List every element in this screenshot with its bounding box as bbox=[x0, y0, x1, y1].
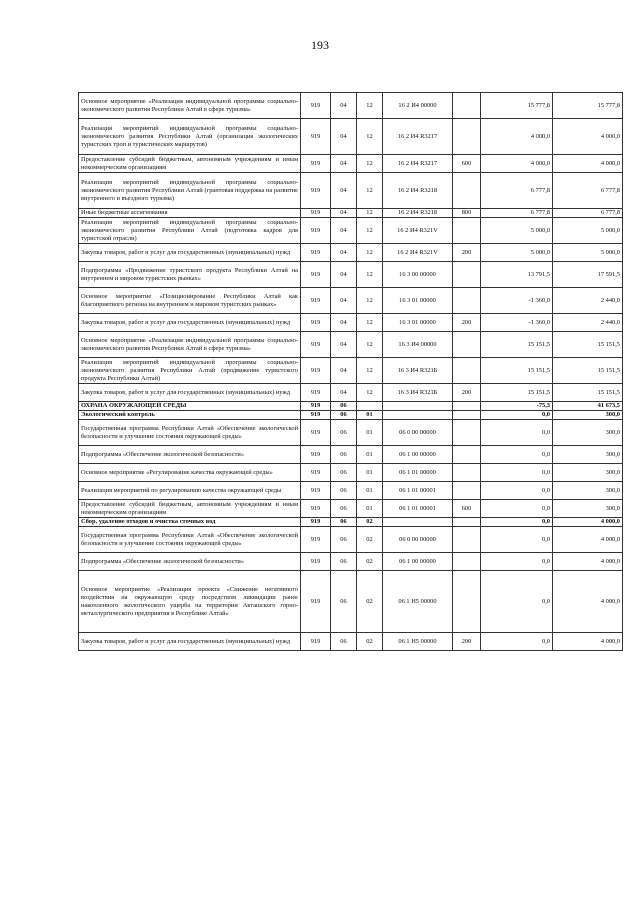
amount-total-cell: 4 000,0 bbox=[553, 571, 623, 633]
ministry-code-cell: 919 bbox=[301, 518, 331, 527]
row-name-cell: Государственная программа Республики Алтай «Обеспечение экологической безопасности и улучшение состояния окружающей среды» bbox=[79, 527, 301, 553]
amount-total-cell: 300,0 bbox=[553, 464, 623, 482]
amount-total-cell: 15 151,5 bbox=[553, 358, 623, 384]
subsection-code-cell bbox=[357, 402, 383, 411]
row-name-cell: Подпрограмма «Обеспечение экологической безопасности» bbox=[79, 553, 301, 571]
target-article-cell: 16 3 И4 R321Б bbox=[383, 384, 453, 402]
amount-change-cell: -75,3 bbox=[481, 402, 553, 411]
ministry-code-cell: 919 bbox=[301, 288, 331, 314]
table-row bbox=[79, 402, 623, 411]
amount-total-cell: 2 440,0 bbox=[553, 314, 623, 332]
expense-type-cell: 200 bbox=[453, 384, 481, 402]
section-code-cell: 06 bbox=[331, 500, 357, 518]
target-article-cell: 16 2 И4 R3218 bbox=[383, 173, 453, 209]
expense-type-cell bbox=[453, 332, 481, 358]
table-row bbox=[79, 358, 623, 384]
amount-total-cell: 15 151,5 bbox=[553, 384, 623, 402]
amount-change-cell: 0,0 bbox=[481, 527, 553, 553]
ministry-code-cell: 919 bbox=[301, 482, 331, 500]
amount-total-cell: 17 591,5 bbox=[553, 262, 623, 288]
subsection-code-cell: 01 bbox=[357, 464, 383, 482]
section-code-cell: 04 bbox=[331, 332, 357, 358]
row-name-cell: Экологический контроль bbox=[79, 411, 301, 420]
row-name-cell: Реализация мероприятий индивидуальной программы социально-экономического развития Республики Алтай (подготовка кадров для туристской отрасли) bbox=[79, 218, 301, 244]
subsection-code-cell: 02 bbox=[357, 527, 383, 553]
section-code-cell: 06 bbox=[331, 518, 357, 527]
ministry-code-cell: 919 bbox=[301, 464, 331, 482]
expense-type-cell bbox=[453, 518, 481, 527]
target-article-cell: 06 1 00 00000 bbox=[383, 553, 453, 571]
ministry-code-cell: 919 bbox=[301, 332, 331, 358]
row-name-cell: Подпрограмма «Обеспечение экологической безопасности» bbox=[79, 446, 301, 464]
table-row bbox=[79, 633, 623, 651]
amount-change-cell: -1 360,0 bbox=[481, 288, 553, 314]
ministry-code-cell: 919 bbox=[301, 262, 331, 288]
expense-type-cell: 200 bbox=[453, 314, 481, 332]
amount-total-cell: 300,0 bbox=[553, 420, 623, 446]
ministry-code-cell: 919 bbox=[301, 633, 331, 651]
subsection-code-cell: 12 bbox=[357, 93, 383, 119]
expense-type-cell: 600 bbox=[453, 155, 481, 173]
expense-type-cell bbox=[453, 218, 481, 244]
table-row bbox=[79, 209, 623, 218]
section-code-cell: 04 bbox=[331, 155, 357, 173]
target-article-cell: 06 0 00 00000 bbox=[383, 527, 453, 553]
row-name-cell: Предоставление субсидий бюджетным, автономным учреждениям и иным некоммерческим организациям bbox=[79, 500, 301, 518]
table-row bbox=[79, 446, 623, 464]
table-row bbox=[79, 218, 623, 244]
expense-type-cell bbox=[453, 288, 481, 314]
target-article-cell bbox=[383, 411, 453, 420]
ministry-code-cell: 919 bbox=[301, 155, 331, 173]
section-code-cell: 04 bbox=[331, 173, 357, 209]
section-code-cell: 06 bbox=[331, 446, 357, 464]
table-row bbox=[79, 332, 623, 358]
amount-total-cell: 4 000,0 bbox=[553, 553, 623, 571]
expense-type-cell: 200 bbox=[453, 633, 481, 651]
expense-type-cell bbox=[453, 482, 481, 500]
expense-type-cell bbox=[453, 402, 481, 411]
amount-total-cell: 4 000,0 bbox=[553, 527, 623, 553]
subsection-code-cell: 02 bbox=[357, 571, 383, 633]
section-code-cell: 04 bbox=[331, 209, 357, 218]
target-article-cell: 16 3 И4 00000 bbox=[383, 332, 453, 358]
subsection-code-cell: 12 bbox=[357, 384, 383, 402]
amount-change-cell: 5 000,0 bbox=[481, 218, 553, 244]
row-name-cell: Предоставление субсидий бюджетным, автономным учреждениям и иным некоммерческим организациям bbox=[79, 155, 301, 173]
table-row bbox=[79, 262, 623, 288]
ministry-code-cell: 919 bbox=[301, 119, 331, 155]
section-code-cell: 06 bbox=[331, 571, 357, 633]
ministry-code-cell: 919 bbox=[301, 571, 331, 633]
row-name-cell: Закупка товаров, работ и услуг для государственных (муниципальных) нужд bbox=[79, 384, 301, 402]
row-name-cell: Подпрограмма «Продвижение туристского продукта Республики Алтай на внутреннем и мировом туристских рынках» bbox=[79, 262, 301, 288]
ministry-code-cell: 919 bbox=[301, 244, 331, 262]
amount-change-cell: 0,0 bbox=[481, 482, 553, 500]
subsection-code-cell: 12 bbox=[357, 358, 383, 384]
table-row bbox=[79, 314, 623, 332]
section-code-cell: 06 bbox=[331, 482, 357, 500]
amount-change-cell: 0,0 bbox=[481, 420, 553, 446]
row-name-cell: Иные бюджетные ассигнования bbox=[79, 209, 301, 218]
ministry-code-cell: 919 bbox=[301, 527, 331, 553]
ministry-code-cell: 919 bbox=[301, 218, 331, 244]
table-row bbox=[79, 384, 623, 402]
target-article-cell: 16 2 И4 R3218 bbox=[383, 209, 453, 218]
row-name-cell: Основное мероприятие «Регулирование качества окружающей среды» bbox=[79, 464, 301, 482]
section-code-cell: 04 bbox=[331, 358, 357, 384]
subsection-code-cell: 12 bbox=[357, 209, 383, 218]
target-article-cell: 16 2 И4 R321V bbox=[383, 244, 453, 262]
amount-total-cell: 300,0 bbox=[553, 482, 623, 500]
amount-change-cell: 0,0 bbox=[481, 633, 553, 651]
target-article-cell bbox=[383, 402, 453, 411]
section-code-cell: 06 bbox=[331, 402, 357, 411]
subsection-code-cell: 12 bbox=[357, 332, 383, 358]
expense-type-cell: 200 bbox=[453, 244, 481, 262]
section-code-cell: 06 bbox=[331, 411, 357, 420]
section-code-cell: 04 bbox=[331, 262, 357, 288]
expense-type-cell bbox=[453, 420, 481, 446]
amount-change-cell: 4 000,0 bbox=[481, 155, 553, 173]
expense-type-cell bbox=[453, 464, 481, 482]
table-row bbox=[79, 288, 623, 314]
amount-change-cell: 0,0 bbox=[481, 571, 553, 633]
ministry-code-cell: 919 bbox=[301, 446, 331, 464]
target-article-cell: 06 1 01 00000 bbox=[383, 464, 453, 482]
amount-change-cell: 0,0 bbox=[481, 500, 553, 518]
section-code-cell: 04 bbox=[331, 244, 357, 262]
subsection-code-cell: 01 bbox=[357, 482, 383, 500]
ministry-code-cell: 919 bbox=[301, 314, 331, 332]
expense-type-cell bbox=[453, 411, 481, 420]
ministry-code-cell: 919 bbox=[301, 93, 331, 119]
target-article-cell: 16 3 И4 R321Б bbox=[383, 358, 453, 384]
amount-change-cell: 15 151,5 bbox=[481, 332, 553, 358]
amount-total-cell: 5 000,0 bbox=[553, 244, 623, 262]
amount-change-cell: -1 360,0 bbox=[481, 314, 553, 332]
amount-change-cell: 4 000,0 bbox=[481, 119, 553, 155]
target-article-cell: 06 1 00 00000 bbox=[383, 446, 453, 464]
subsection-code-cell: 12 bbox=[357, 155, 383, 173]
amount-total-cell: 4 000,0 bbox=[553, 518, 623, 527]
section-code-cell: 04 bbox=[331, 218, 357, 244]
amount-total-cell: 4 000,0 bbox=[553, 119, 623, 155]
subsection-code-cell: 01 bbox=[357, 446, 383, 464]
subsection-code-cell: 01 bbox=[357, 420, 383, 446]
target-article-cell bbox=[383, 518, 453, 527]
row-name-cell: Государственная программа Республики Алтай «Обеспечение экологической безопасности и улучшение состояния окружающей среды» bbox=[79, 420, 301, 446]
expense-type-cell bbox=[453, 446, 481, 464]
subsection-code-cell: 12 bbox=[357, 218, 383, 244]
table-row bbox=[79, 518, 623, 527]
expense-type-cell bbox=[453, 527, 481, 553]
target-article-cell: 06 0 00 00000 bbox=[383, 420, 453, 446]
ministry-code-cell: 919 bbox=[301, 420, 331, 446]
table-row bbox=[79, 244, 623, 262]
section-code-cell: 06 bbox=[331, 633, 357, 651]
table-row bbox=[79, 553, 623, 571]
target-article-cell: 16 3 01 00000 bbox=[383, 288, 453, 314]
row-name-cell: Закупка товаров, работ и услуг для государственных (муниципальных) нужд bbox=[79, 633, 301, 651]
table-row bbox=[79, 173, 623, 209]
expense-type-cell: 600 bbox=[453, 500, 481, 518]
table-row bbox=[79, 119, 623, 155]
budget-table bbox=[78, 92, 623, 651]
amount-change-cell: 0,0 bbox=[481, 446, 553, 464]
target-article-cell: 16 3 00 00000 bbox=[383, 262, 453, 288]
expense-type-cell bbox=[453, 119, 481, 155]
row-name-cell: Закупка товаров, работ и услуг для государственных (муниципальных) нужд bbox=[79, 314, 301, 332]
target-article-cell: 16 2 И4 R321V bbox=[383, 218, 453, 244]
amount-change-cell: 15 151,5 bbox=[481, 384, 553, 402]
expense-type-cell bbox=[453, 571, 481, 633]
amount-total-cell: 300,0 bbox=[553, 411, 623, 420]
section-code-cell: 04 bbox=[331, 93, 357, 119]
ministry-code-cell: 919 bbox=[301, 402, 331, 411]
subsection-code-cell: 01 bbox=[357, 500, 383, 518]
ministry-code-cell: 919 bbox=[301, 209, 331, 218]
ministry-code-cell: 919 bbox=[301, 553, 331, 571]
section-code-cell: 06 bbox=[331, 553, 357, 571]
table-row bbox=[79, 527, 623, 553]
table-row bbox=[79, 482, 623, 500]
target-article-cell: 16 3 01 00000 bbox=[383, 314, 453, 332]
section-code-cell: 04 bbox=[331, 384, 357, 402]
target-article-cell: 16 2 И4 00000 bbox=[383, 93, 453, 119]
amount-change-cell: 0,0 bbox=[481, 518, 553, 527]
amount-change-cell: 0,0 bbox=[481, 553, 553, 571]
amount-change-cell: 5 000,0 bbox=[481, 244, 553, 262]
amount-change-cell: 6 777,8 bbox=[481, 173, 553, 209]
expense-type-cell bbox=[453, 262, 481, 288]
amount-change-cell: 6 777,8 bbox=[481, 209, 553, 218]
table-row bbox=[79, 155, 623, 173]
amount-total-cell: 15 151,5 bbox=[553, 332, 623, 358]
table-row bbox=[79, 93, 623, 119]
amount-total-cell: 6 777,8 bbox=[553, 173, 623, 209]
row-name-cell: Сбор, удаление отходов и очистка сточных вод bbox=[79, 518, 301, 527]
table-row bbox=[79, 464, 623, 482]
row-name-cell: Реализация мероприятий индивидуальной программы социально-экономического развития Республики Алтай (организация экологических туристских троп и туристических маршрутов) bbox=[79, 119, 301, 155]
section-code-cell: 06 bbox=[331, 420, 357, 446]
expense-type-cell bbox=[453, 93, 481, 119]
subsection-code-cell: 01 bbox=[357, 411, 383, 420]
amount-total-cell: 6 777,8 bbox=[553, 209, 623, 218]
target-article-cell: 16 2 И4 R3217 bbox=[383, 155, 453, 173]
amount-change-cell: 13 791,5 bbox=[481, 262, 553, 288]
expense-type-cell bbox=[453, 358, 481, 384]
row-name-cell: ОХРАНА ОКРУЖАЮЩЕЙ СРЕДЫ bbox=[79, 402, 301, 411]
subsection-code-cell: 12 bbox=[357, 314, 383, 332]
amount-total-cell: 4 000,0 bbox=[553, 633, 623, 651]
section-code-cell: 04 bbox=[331, 288, 357, 314]
row-name-cell: Основное мероприятие «Реализация проекта «Снижение негативного воздействия на окружающую среду посредством ликвидации ранее накопленного экологического ущерба на территории Акташского горно-металлургического предприятия в Республике Алтай» bbox=[79, 571, 301, 633]
amount-change-cell: 0,0 bbox=[481, 411, 553, 420]
amount-change-cell: 0,0 bbox=[481, 464, 553, 482]
amount-total-cell: 2 440,0 bbox=[553, 288, 623, 314]
row-name-cell: Реализация мероприятий по регулированию качества окружающей среды bbox=[79, 482, 301, 500]
target-article-cell: 06 1 Н5 00000 bbox=[383, 633, 453, 651]
subsection-code-cell: 12 bbox=[357, 119, 383, 155]
target-article-cell: 16 2 И4 R3217 bbox=[383, 119, 453, 155]
row-name-cell: Основное мероприятие «Реализация индивидуальной программы социально-экономического развития Республики Алтай в сфере туризма» bbox=[79, 332, 301, 358]
amount-total-cell: 41 673,5 bbox=[553, 402, 623, 411]
subsection-code-cell: 12 bbox=[357, 244, 383, 262]
row-name-cell: Закупка товаров, работ и услуг для государственных (муниципальных) нужд bbox=[79, 244, 301, 262]
ministry-code-cell: 919 bbox=[301, 358, 331, 384]
subsection-code-cell: 12 bbox=[357, 173, 383, 209]
table-row bbox=[79, 411, 623, 420]
amount-total-cell: 300,0 bbox=[553, 500, 623, 518]
subsection-code-cell: 02 bbox=[357, 553, 383, 571]
amount-total-cell: 300,0 bbox=[553, 446, 623, 464]
table-row bbox=[79, 500, 623, 518]
subsection-code-cell: 02 bbox=[357, 633, 383, 651]
subsection-code-cell: 02 bbox=[357, 518, 383, 527]
row-name-cell: Реализация мероприятий индивидуальной программы социально-экономического развития Республики Алтай (грантовая поддержка на развитие внутреннего и въездного туризма) bbox=[79, 173, 301, 209]
ministry-code-cell: 919 bbox=[301, 384, 331, 402]
section-code-cell: 06 bbox=[331, 527, 357, 553]
table-row bbox=[79, 420, 623, 446]
section-code-cell: 06 bbox=[331, 464, 357, 482]
amount-total-cell: 4 000,0 bbox=[553, 155, 623, 173]
amount-change-cell: 15 777,8 bbox=[481, 93, 553, 119]
section-code-cell: 04 bbox=[331, 314, 357, 332]
target-article-cell: 06 1 Н5 00000 bbox=[383, 571, 453, 633]
row-name-cell: Реализация мероприятий индивидуальной программы социально-экономического развития Республики Алтай (продвижение туристского продукта Республики Алтай) bbox=[79, 358, 301, 384]
subsection-code-cell: 12 bbox=[357, 288, 383, 314]
section-code-cell: 04 bbox=[331, 119, 357, 155]
expense-type-cell bbox=[453, 553, 481, 571]
ministry-code-cell: 919 bbox=[301, 500, 331, 518]
ministry-code-cell: 919 bbox=[301, 411, 331, 420]
amount-total-cell: 5 000,0 bbox=[553, 218, 623, 244]
table-row bbox=[79, 571, 623, 633]
amount-total-cell: 15 777,8 bbox=[553, 93, 623, 119]
row-name-cell: Основное мероприятие «Позиционирование Республики Алтай как благоприятного региона на внутреннем и мировом туристских рынках» bbox=[79, 288, 301, 314]
subsection-code-cell: 12 bbox=[357, 262, 383, 288]
target-article-cell: 06 1 01 00001 bbox=[383, 482, 453, 500]
expense-type-cell bbox=[453, 173, 481, 209]
row-name-cell: Основное мероприятие «Реализация индивидуальной программы социально-экономического развития Республики Алтай в сфере туризма» bbox=[79, 93, 301, 119]
target-article-cell: 06 1 01 00001 bbox=[383, 500, 453, 518]
ministry-code-cell: 919 bbox=[301, 173, 331, 209]
page-number: 193 bbox=[311, 38, 329, 52]
amount-change-cell: 15 151,5 bbox=[481, 358, 553, 384]
expense-type-cell: 800 bbox=[453, 209, 481, 218]
